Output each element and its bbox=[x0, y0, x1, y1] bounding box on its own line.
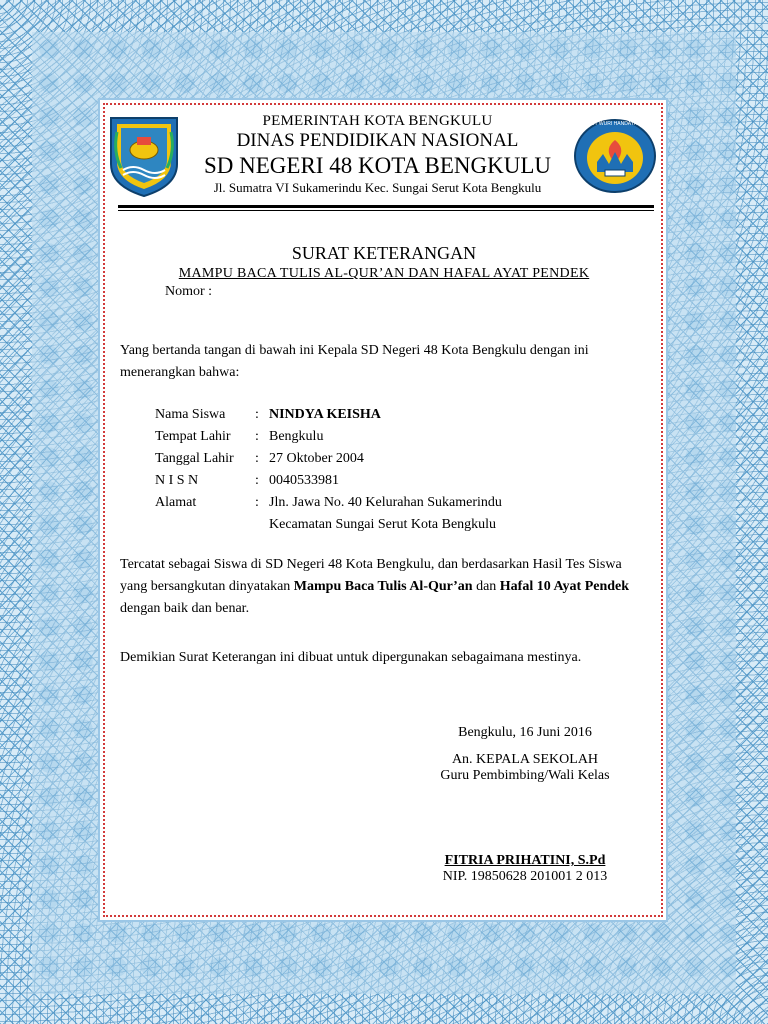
letter-title: SURAT KETERANGAN bbox=[291, 243, 477, 263]
letterhead-government: PEMERINTAH KOTA BENGKULU bbox=[262, 113, 493, 129]
identity-label: N I S N bbox=[155, 473, 199, 488]
signature-role: Guru Pembimbing/Wali Kelas bbox=[440, 768, 610, 783]
identity-value: Bengkulu bbox=[269, 429, 324, 444]
letterhead-rule-thin bbox=[118, 210, 654, 211]
identity-value: Kecamatan Sungai Serut Kota Bengkulu bbox=[269, 517, 497, 532]
signature-on-behalf: An. KEPALA SEKOLAH bbox=[451, 752, 599, 767]
student-identity-table bbox=[155, 404, 502, 536]
result-paragraph bbox=[120, 554, 650, 620]
identity-separator: : bbox=[255, 473, 259, 488]
identity-row bbox=[155, 404, 502, 426]
identity-row bbox=[155, 470, 502, 492]
identity-label: Tempat Lahir bbox=[155, 429, 231, 444]
identity-row bbox=[155, 492, 502, 514]
identity-value: NINDYA KEISHA bbox=[269, 407, 381, 422]
letterhead-school: SD NEGERI 48 KOTA BENGKULU bbox=[204, 153, 551, 178]
signatory-nip: NIP. 19850628 201001 2 013 bbox=[442, 869, 608, 884]
identity-label: Alamat bbox=[155, 495, 197, 510]
letterhead-rule-thick bbox=[118, 205, 654, 208]
identity-separator: : bbox=[255, 429, 259, 444]
intro-paragraph: Yang bertanda tangan di bawah ini Kepala SD Negeri 48 Kota Bengkulu dengan ini menerangkan bahwa: bbox=[120, 343, 589, 380]
letter-number-label: Nomor : bbox=[165, 284, 213, 299]
identity-value: 0040533981 bbox=[269, 473, 339, 488]
result-text-1: Tercatat sebagai Siswa di SD Negeri 48 Kota Bengkulu, dan berdasarkan Hasil Tes Siswa yang bersangkutan dinyatakan bbox=[120, 557, 622, 594]
identity-separator: : bbox=[255, 495, 259, 510]
identity-label: Tanggal Lahir bbox=[155, 451, 234, 466]
identity-row bbox=[155, 448, 502, 470]
letter-subtitle: MAMPU BACA TULIS AL-QUR’AN DAN HAFAL AYAT PENDEK bbox=[178, 266, 590, 281]
tut-wuri-handayani-logo bbox=[573, 118, 657, 194]
identity-separator bbox=[255, 514, 269, 536]
letterhead-address: Jl. Sumatra VI Sukamerindu Kec. Sungai Serut Kota Bengkulu bbox=[213, 180, 542, 195]
closing-paragraph: Demikian Surat Keterangan ini dibuat untuk dipergunakan sebagaimana mestinya. bbox=[120, 650, 582, 665]
identity-value: Jln. Jawa No. 40 Kelurahan Sukamerindu bbox=[269, 495, 502, 510]
identity-separator: : bbox=[255, 451, 259, 466]
identity-label: Nama Siswa bbox=[155, 407, 226, 422]
result-text-2: dan bbox=[472, 579, 500, 594]
identity-separator: : bbox=[255, 407, 259, 422]
identity-row bbox=[155, 514, 502, 536]
result-text-3: dengan baik dan benar. bbox=[120, 601, 250, 616]
identity-label bbox=[155, 514, 255, 536]
result-bold-verses: Hafal 10 Ayat Pendek bbox=[499, 579, 630, 594]
identity-row bbox=[155, 426, 502, 448]
letterhead-department: DINAS PENDIDIKAN NASIONAL bbox=[236, 130, 519, 151]
signatory-name: FITRIA PRIHATINI, S.Pd bbox=[444, 853, 606, 868]
identity-value: 27 Oktober 2004 bbox=[269, 451, 364, 466]
city-emblem-logo bbox=[107, 112, 181, 198]
result-bold-quran: Mampu Baca Tulis Al-Qur’an bbox=[293, 579, 473, 594]
logo-motto-text: TUT WURI HANDAYANI bbox=[587, 121, 643, 127]
signature-place-date: Bengkulu, 16 Juni 2016 bbox=[458, 725, 592, 740]
letterhead bbox=[180, 112, 575, 196]
